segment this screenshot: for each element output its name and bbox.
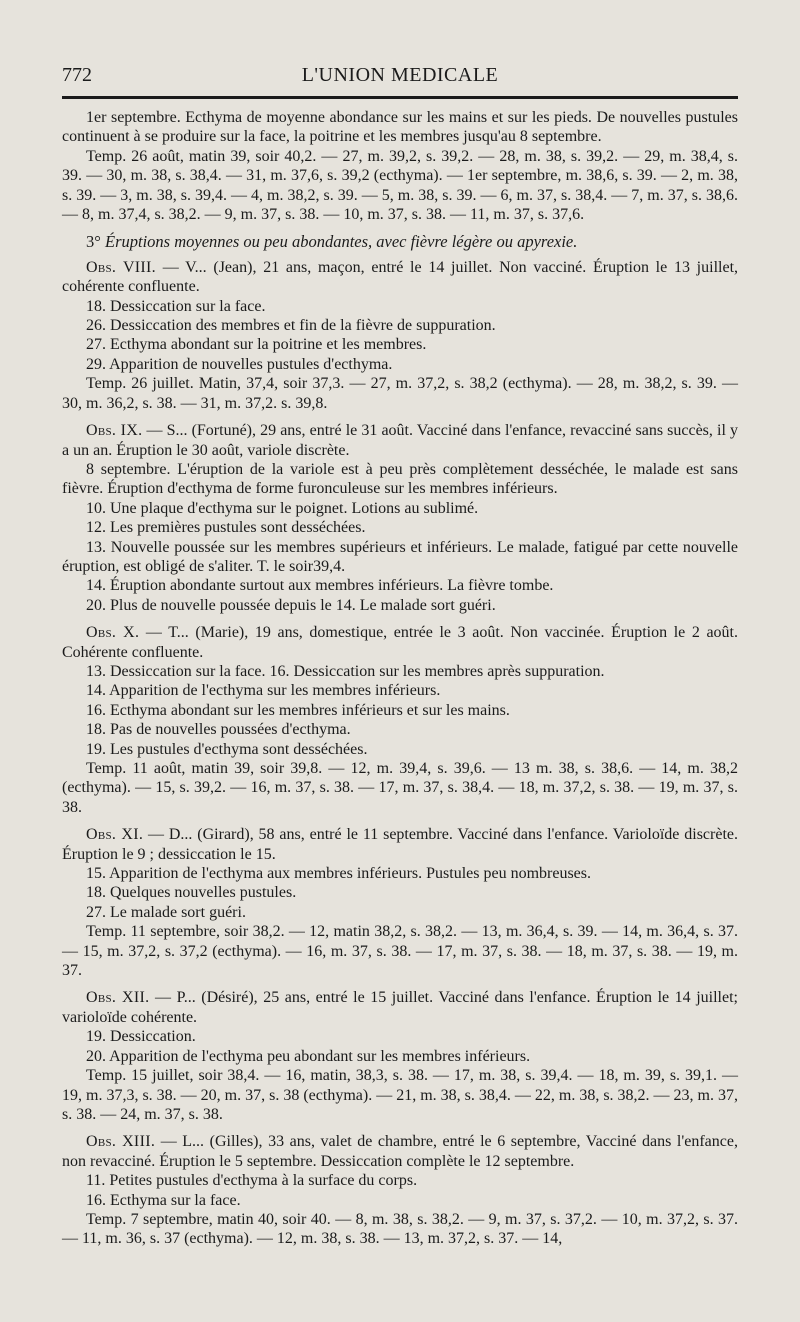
paragraph-text: Temp. 26 juillet. Matin, 37,4, soir 37,3. — 27, m. 37,2, s. 38,2 (ecthyma). — 28, m. 38,2, s. 39. — 30, m. 36,2, s. 38. — 31, m. 37,2. s. 39,8. (62, 375, 738, 412)
paragraph (62, 1027, 738, 1046)
paragraph-text: 10. Une plaque d'ecthyma sur le poignet. Lotions au sublimé. (86, 499, 479, 517)
running-title: L'UNION MEDICALE (301, 64, 499, 86)
paragraph-text: 14. Éruption abondante surtout aux membres inférieurs. La fièvre tombe. (86, 577, 554, 595)
paragraph-text: 19. Les pustules d'ecthyma sont desséchées. (86, 740, 368, 758)
observation-label: Obs. XI. (86, 826, 144, 844)
paragraph-text: 26. Dessiccation des membres et fin de la fièvre de suppuration. (86, 317, 496, 335)
paragraph-text: 19. Dessiccation. (86, 1028, 196, 1046)
paragraph-text: 16. Ecthyma sur la face. (86, 1191, 241, 1209)
paragraph-text: 18. Dessiccation sur la face. (86, 297, 266, 315)
paragraph-text: Temp. 11 août, matin 39, soir 39,8. — 12, m. 39,4, s. 39,6. — 13 m. 38, s. 38,6. — 14, m. 38,2 (ecthyma). — 15, s. 39,2. — 16, m. 37, s. 38. — 17, m. 37, s. 38,4. — 18, m. 37,2, s. 38. — 19, m. 37, s. 38. (62, 760, 738, 816)
paragraph-text: 14. Apparition de l'ecthyma sur les membres inférieurs. (86, 682, 441, 700)
paragraph-text: 18. Pas de nouvelles poussées d'ecthyma. (86, 721, 351, 739)
paragraph-text: — V... (Jean), 21 ans, maçon, entré le 14 juillet. Non vacciné. Éruption le 13 juillet, cohérente confluente. (62, 258, 739, 296)
paragraph (62, 662, 738, 681)
paragraph (62, 108, 738, 147)
paragraph (62, 883, 738, 902)
paragraph-text: 13. Nouvelle poussée sur les membres supérieurs et inférieurs. Le malade, fatigué par cette nouvelle éruption, est obligé de s'aliter. T. le soir39,4. (62, 538, 738, 575)
paragraph (62, 1171, 738, 1190)
observation-paragraph (62, 988, 738, 1027)
paragraph (62, 335, 738, 354)
paragraph-text: 29. Apparition de nouvelles pustules d'ecthyma. (86, 355, 393, 373)
paragraph (62, 596, 738, 615)
paragraph (62, 374, 738, 413)
paragraph (62, 1191, 738, 1210)
section-number: 3° (86, 232, 105, 252)
paragraph-text: 15. Apparition de l'ecthyma aux membres inférieurs. Pustules peu nombreuses. (86, 865, 591, 883)
observation-label: Obs. IX. (86, 422, 143, 440)
paragraph (62, 759, 738, 817)
paragraph-text: — L... (Gilles), 33 ans, valet de chambre, entré le 6 septembre, Vacciné dans l'enfance, non revacciné. Éruption le 5 septembre. Dessiccation complète le 12 septembre. (62, 1133, 738, 1170)
paragraph-text: 20. Plus de nouvelle poussée depuis le 14. Le malade sort guéri. (86, 596, 496, 614)
document-body (62, 108, 738, 1249)
observation-paragraph (62, 825, 738, 864)
observation-label: Obs. VIII. (86, 258, 156, 276)
paragraph-text: 16. Ecthyma abondant sur les membres inférieurs et sur les mains. (86, 701, 510, 719)
paragraph-text: — D... (Girard), 58 ans, entré le 11 septembre. Vacciné dans l'enfance. Varioloïde discrète. Éruption le 9 ; dessiccation le 15. (62, 826, 738, 863)
paragraph (62, 518, 738, 537)
paragraph-text: 13. Dessiccation sur la face. 16. Dessiccation sur les membres après suppuration. (86, 662, 605, 680)
section-heading (62, 232, 738, 251)
paragraph-text: 11. Petites pustules d'ecthyma à la surface du corps. (86, 1172, 418, 1190)
paragraph (62, 720, 738, 739)
paragraph-text: Temp. 11 septembre, soir 38,2. — 12, matin 38,2, s. 38,2. — 13, m. 36,4, s. 39. — 14, m. 36,4, s. 37. — 15, m. 37,2, s. 37,2 (ecthyma). — 16, m. 37, s. 38. — 17, m. 37, s. 38. — 18, m. 37, s. 38. — 19, m. 37. (62, 923, 738, 980)
header-rule (62, 96, 738, 99)
paragraph (62, 1210, 738, 1249)
paragraph (62, 1066, 738, 1124)
paragraph (62, 460, 738, 499)
observation-paragraph (62, 258, 738, 297)
paragraph (62, 297, 738, 316)
paragraph (62, 147, 738, 225)
paragraph (62, 681, 738, 700)
page-header (62, 62, 738, 92)
paragraph-text: 20. Apparition de l'ecthyma peu abondant sur les membres inférieurs. (86, 1047, 531, 1065)
paragraph-text: 18. Quelques nouvelles pustules. (86, 884, 297, 902)
paragraph (62, 903, 738, 922)
paragraph (62, 538, 738, 577)
paragraph (62, 316, 738, 335)
paragraph (62, 499, 738, 518)
observation-paragraph (62, 623, 738, 662)
observation-label: Obs. XIII. (86, 1133, 156, 1151)
observation-label: Obs. XII. (86, 989, 150, 1007)
paragraph-text: 1er septembre. Ecthyma de moyenne abondance sur les mains et sur les pieds. De nouvelles pustules continuent à se produire sur la face, la poitrine et les membres jusqu'au 8 septembre. (62, 109, 738, 146)
section-title: Éruptions moyennes ou peu abondantes, avec fièvre légère ou apyrexie. (104, 232, 578, 252)
paragraph-text: 8 septembre. L'éruption de la variole est à peu près complètement desséchée, le malade est sans fièvre. Éruption d'ecthyma de forme furonculeuse sur les membres inférieurs. (62, 460, 738, 498)
paragraph (62, 355, 738, 374)
paragraph-text: 12. Les premières pustules sont desséchées. (86, 519, 366, 537)
paragraph-text: Temp. 7 septembre, matin 40, soir 40. — 8, m. 38, s. 38,2. — 9, m. 37, s. 37,2. — 10, m. 37,2, s. 37. — 11, m. 36, s. 37 (ecthyma). — 12, m. 38, s. 38. — 13, m. 37,2, s. 37. — 14, (62, 1210, 738, 1248)
observation-label: Obs. X. (86, 624, 140, 642)
paragraph-text: 27. Ecthyma abondant sur la poitrine et les membres. (86, 336, 427, 354)
observation-paragraph (62, 421, 738, 460)
paragraph-text: Temp. 26 août, matin 39, soir 40,2. — 27, m. 39,2, s. 39,2. — 28, m. 38, s. 39,2. — 29, m. 38,4, s. 39. — 30, m. 38, s. 38,4. — 31, m. 37,6, s. 39,2 (ecthyma). — 1er septembre, m. 38,6, s. 39. — 2, m. 38, s. 39. — 3, m. 38, s. 39,4. — 4, m. 38,2, s. 39. — 5, m. 38, s. 39. — 6, m. 37, s. 38,4. — 7, m. 37, s. 38,6. — 8, m. 37,4, s. 38,2. — 9, m. 37, s. 38. — 10, m. 37, s. 38. — 11, m. 37, s. 37,6. (62, 147, 738, 224)
paragraph-text: — T... (Marie), 19 ans, domestique, entrée le 3 août. Non vaccinée. Éruption le 2 août. Cohérente confluente. (62, 624, 739, 661)
paragraph (62, 701, 738, 720)
paragraph (62, 922, 738, 980)
paragraph (62, 740, 738, 759)
paragraph-text: — S... (Fortuné), 29 ans, entré le 31 août. Vacciné dans l'enfance, revacciné sans succès, il y a un an. Éruption le 30 août, variole discrète. (62, 422, 738, 459)
paragraph (62, 1047, 738, 1066)
paragraph-text: Temp. 15 juillet, soir 38,4. — 16, matin, 38,3, s. 38. — 17, m. 38, s. 39,4. — 18, m. 39, s. 39,1. — 19, m. 37,3, s. 38. — 20, m. 37, s. 38 (ecthyma). — 21, m. 38, s. 38,4. — 22, m. 38, s. 38,2. — 23, m. 37, s. 38. — 24, m. 37, s. 38. (62, 1067, 738, 1123)
paragraph (62, 864, 738, 883)
paragraph-text: — P... (Désiré), 25 ans, entré le 15 juillet. Vacciné dans l'enfance. Éruption le 14 juillet; varioloïde cohérente. (62, 989, 738, 1026)
paragraph (62, 576, 738, 595)
observation-paragraph (62, 1132, 738, 1171)
page-number: 772 (62, 64, 92, 86)
paragraph-text: 27. Le malade sort guéri. (86, 903, 246, 921)
